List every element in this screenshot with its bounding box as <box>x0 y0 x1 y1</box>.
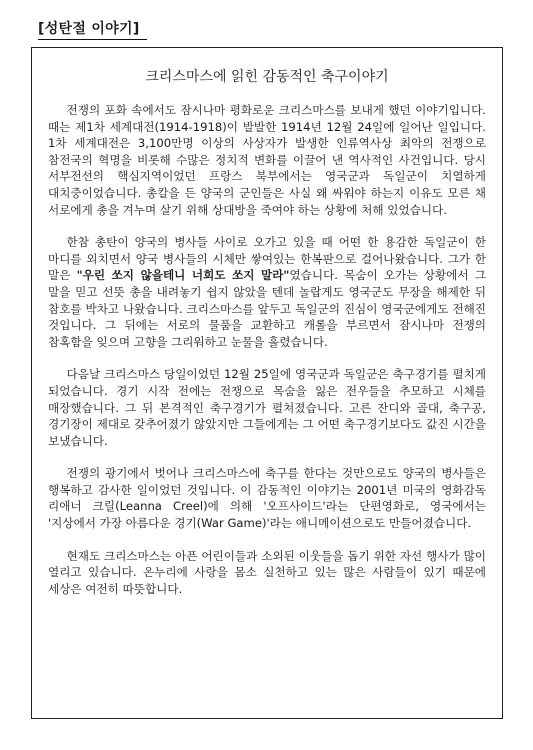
article-body <box>48 102 486 613</box>
paragraph-1: 전쟁의 포화 속에서도 잠시나마 평화로운 크리스마스를 보내게 했던 이야기입니다. 때는 제1차 세계대전(1914-1918)이 발발한 1914년 12월 24일에 일어난 일입니다. 1차 세계대전은 3,100만명 이상의 사상자가 발생한 인류역사상 최악의 전쟁으로 참전국의 혁명을 비롯해 수많은 정치적 변화를 이끌어 낸 역사적인 사건입니다. 당시 서부전선의 핵심지역이었던 프랑스 북부에서는 영국군과 독일군이 치열하게 대치중이었습니다. 총칼을 든 양국의 군인들은 사실 왜 싸워야 하는지 이유도 모른 채 서로에게 총을 겨누며 살기 위해 상대방을 죽여야 하는 상황에 처해 있었습니다. <box>48 103 486 217</box>
paragraph-2-before: 한참 총탄이 양국의 병사들 사이로 오가고 있을 때 어떤 한 용감한 독일군이 한 마디를 외치면서 양국 병사들의 시체만 쌓여있는 한복판으로 걸어나왔습니다. 그가 한 말은 <box>48 235 486 283</box>
paragraph-4: 전쟁의 광기에서 벗어나 크리스마스에 축구를 한다는 것만으로도 양국의 병사들은 행복하고 감사한 일이었던 것입니다. 이 감동적인 이야기는 2001년 미국의 영화감독 리애너 크릴(Leanna Creel)에 의해 '오프사이드'라는 단편영화로, 영국에서는 '지상에서 가장 아름다운 경기(War Game)'라는 애니메이션으로도 만들어졌습니다. <box>48 466 486 531</box>
header-underline <box>38 39 147 40</box>
paragraph-3: 다음날 크리스마스 당일이었던 12월 25일에 영국군과 독일군은 축구경기를 펼치게 되었습니다. 경기 시작 전에는 전쟁으로 목숨을 잃은 전우들을 추모하고 시체를 매장했습니다. 그 뒤 본격적인 축구경기가 펼쳐졌습니다. 고른 잔디와 골대, 축구공, 경기장이 제대로 갖추어졌기 않았지만 그들에게는 그 어떤 축구경기보다도 값진 시간을 보냈습니다. <box>48 367 486 448</box>
paragraph-2-after: 였습니다. 목숨이 오가는 상황에서 그 말을 믿고 선뜻 총을 내려놓기 쉽지 않았을 텐데 놀랍게도 영국군도 무장을 해제한 뒤 참호를 박차고 나왔습니다. 크리스마스를 앞두고 독일군의 진심이 영국군에게도 전해진 것입니다. 그 뒤에는 서로의 물품을 교환하고 캐롤을 부르면서 잠시나마 전쟁의 참혹함을 잊으며 고향을 그리워하고 눈물을 흘렸습니다. <box>48 268 486 349</box>
article-box <box>31 47 503 719</box>
german-soldier-quote: "우린 쏘지 않을테니 너희도 쏘지 말라" <box>76 268 290 283</box>
paragraph-2 <box>48 234 486 350</box>
paragraph-5: 현재도 크리스마스는 아픈 어린이들과 소외된 이웃들을 돕기 위한 자선 행사가 많이 열리고 있습니다. 온누리에 사랑을 몸소 실천하고 있는 많은 사람들이 있기 때문에 세상은 여전히 따뜻합니다. <box>48 548 486 596</box>
article-title: 크리스마스에 읽힌 감동적인 축구이야기 <box>145 69 389 85</box>
header-tag: [성탄절 이야기] <box>38 21 140 37</box>
